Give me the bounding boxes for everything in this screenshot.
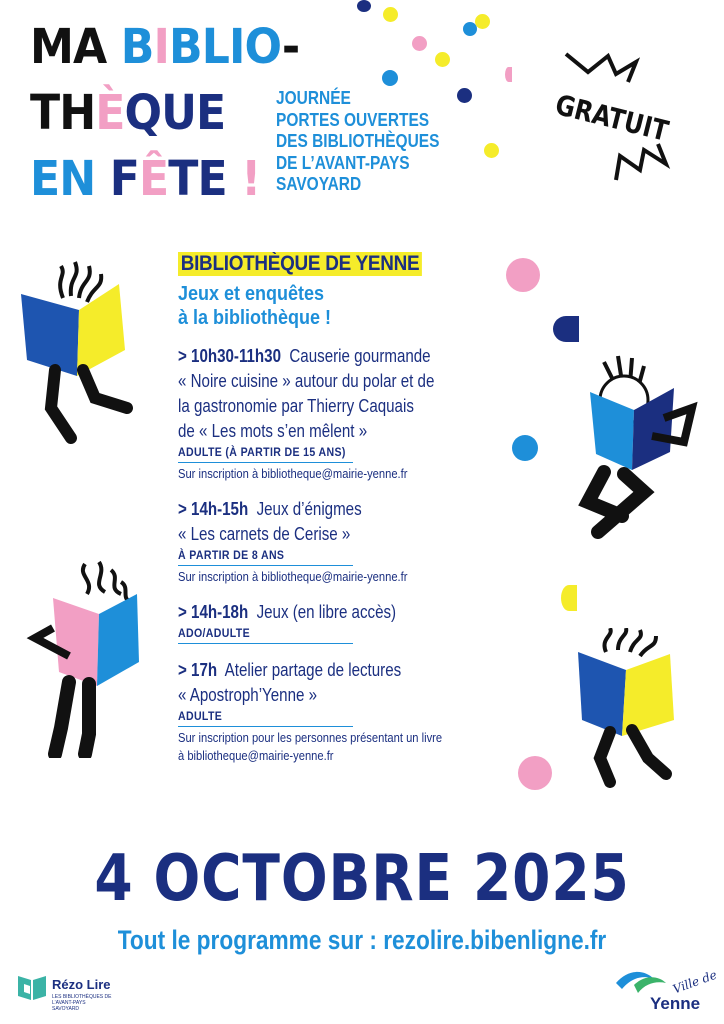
- title-segment: TE: [168, 151, 242, 207]
- title-segment: BLIO: [168, 19, 282, 75]
- divider: [178, 462, 353, 463]
- event-registration: Sur inscription à bibliotheque@mairie-yenne.fr: [178, 466, 408, 481]
- program-url[interactable]: Tout le programme sur : rezolire.bibenligne.fr: [117, 925, 607, 955]
- title-line-3: [30, 146, 299, 212]
- reader-figure-left-bottom: [25, 558, 155, 758]
- program-subtitle-line: Jeux et enquêtes: [178, 283, 325, 305]
- title-segment: Ê: [138, 151, 169, 207]
- program-section: [178, 252, 508, 765]
- confetti-dot: [475, 14, 490, 29]
- title-segment: QUE: [124, 85, 226, 141]
- library-name: BIBLIOTHÈQUE DE YENNE: [178, 252, 422, 276]
- confetti-dot: [505, 67, 512, 82]
- event-subtitle: [276, 88, 439, 196]
- subtitle-line: PORTES OUVERTES: [276, 109, 430, 130]
- program-subtitle-line: à la bibliothèque !: [178, 307, 332, 329]
- confetti-dot: [435, 52, 450, 67]
- event-heading: [178, 600, 455, 625]
- event-title: Causerie gourmande: [289, 346, 431, 366]
- event-item: [178, 658, 508, 765]
- confetti-dot: [383, 7, 398, 22]
- confetti-dot: [457, 88, 472, 103]
- confetti-dot: [561, 585, 577, 611]
- event-description: « Les carnets de Cerise »: [178, 524, 351, 544]
- rezo-lire-name: Rézo Lire: [52, 977, 111, 992]
- confetti-dot: [512, 435, 538, 461]
- title-line-2: [30, 80, 299, 146]
- event-audience: À PARTIR DE 8 ANS: [178, 548, 285, 562]
- event-item: [178, 600, 508, 644]
- title-segment: MA: [30, 19, 121, 75]
- title-segment: EN: [30, 151, 110, 207]
- event-title: Atelier partage de lectures: [224, 660, 402, 680]
- event-description: la gastronomie par Thierry Caquais: [178, 396, 414, 416]
- event-audience: ADO/ADULTE: [178, 626, 250, 640]
- event-date: 4 OCTOBRE 2025: [94, 842, 630, 916]
- program-subtitle: [178, 282, 475, 330]
- event-registration: Sur inscription à bibliotheque@mairie-yenne.fr: [178, 569, 408, 584]
- rezo-lire-tagline: LES BIBLIOTHÈQUES DE L’AVANT-PAYS SAVOYARD: [52, 994, 112, 1012]
- town-name: Yenne: [650, 994, 701, 1013]
- title-segment: -: [281, 19, 300, 75]
- event-audience: ADULTE: [178, 709, 223, 723]
- event-audience: ADULTE (À PARTIR DE 15 ANS): [178, 445, 346, 459]
- event-time: > 14h-18h: [178, 602, 249, 622]
- event-item: [178, 497, 508, 586]
- free-badge-label: GRATUIT: [552, 88, 672, 148]
- confetti-dot: [484, 143, 499, 158]
- event-heading: [178, 344, 455, 369]
- subtitle-line: DES BIBLIOTHÈQUES: [276, 131, 440, 151]
- confetti-dot: [412, 36, 427, 51]
- event-heading: [178, 658, 455, 683]
- reader-figure-right-middle: [574, 352, 704, 542]
- poster-title: [30, 14, 299, 212]
- event-description: de « Les mots s’en mêlent »: [178, 421, 368, 441]
- event-registration: à bibliotheque@mairie-yenne.fr: [178, 748, 334, 763]
- reader-figure-bottom-right: [570, 628, 690, 788]
- confetti-dot: [357, 0, 371, 12]
- title-segment: F: [109, 151, 139, 207]
- subtitle-line: JOURNÉE: [276, 88, 351, 108]
- event-item: [178, 344, 508, 483]
- reader-figure-top-left: [15, 258, 143, 448]
- event-time: > 17h: [178, 660, 218, 680]
- title-segment: TH: [30, 85, 96, 141]
- event-time: > 14h-15h: [178, 499, 249, 519]
- event-description: « Apostroph’Yenne »: [178, 685, 318, 705]
- confetti-dot: [518, 756, 552, 790]
- event-registration: Sur inscription pour les personnes présentant un livre: [178, 730, 443, 745]
- divider: [178, 643, 353, 644]
- event-title: Jeux (en libre accès): [256, 602, 397, 622]
- title-segment: È: [95, 85, 125, 141]
- confetti-dot: [382, 70, 398, 86]
- confetti-dot: [463, 22, 477, 36]
- title-segment: I: [153, 19, 169, 75]
- event-title: Jeux d’énigmes: [256, 499, 362, 519]
- divider: [178, 726, 353, 727]
- subtitle-line: DE L’AVANT-PAYS: [276, 152, 410, 173]
- subtitle-line: SAVOYARD: [276, 174, 362, 194]
- divider: [178, 565, 353, 566]
- confetti-dot: [506, 258, 540, 292]
- event-description: « Noire cuisine » autour du polar et de: [178, 371, 435, 391]
- event-time: > 10h30-11h30: [178, 346, 281, 366]
- confetti-dot: [553, 316, 579, 342]
- ville-de-label: Ville de: [670, 967, 719, 997]
- event-heading: [178, 497, 455, 522]
- rezo-lire-book-icon: [16, 972, 48, 1002]
- title-segment: !: [241, 151, 261, 207]
- title-segment: B: [120, 19, 154, 75]
- title-line-1: [30, 14, 299, 80]
